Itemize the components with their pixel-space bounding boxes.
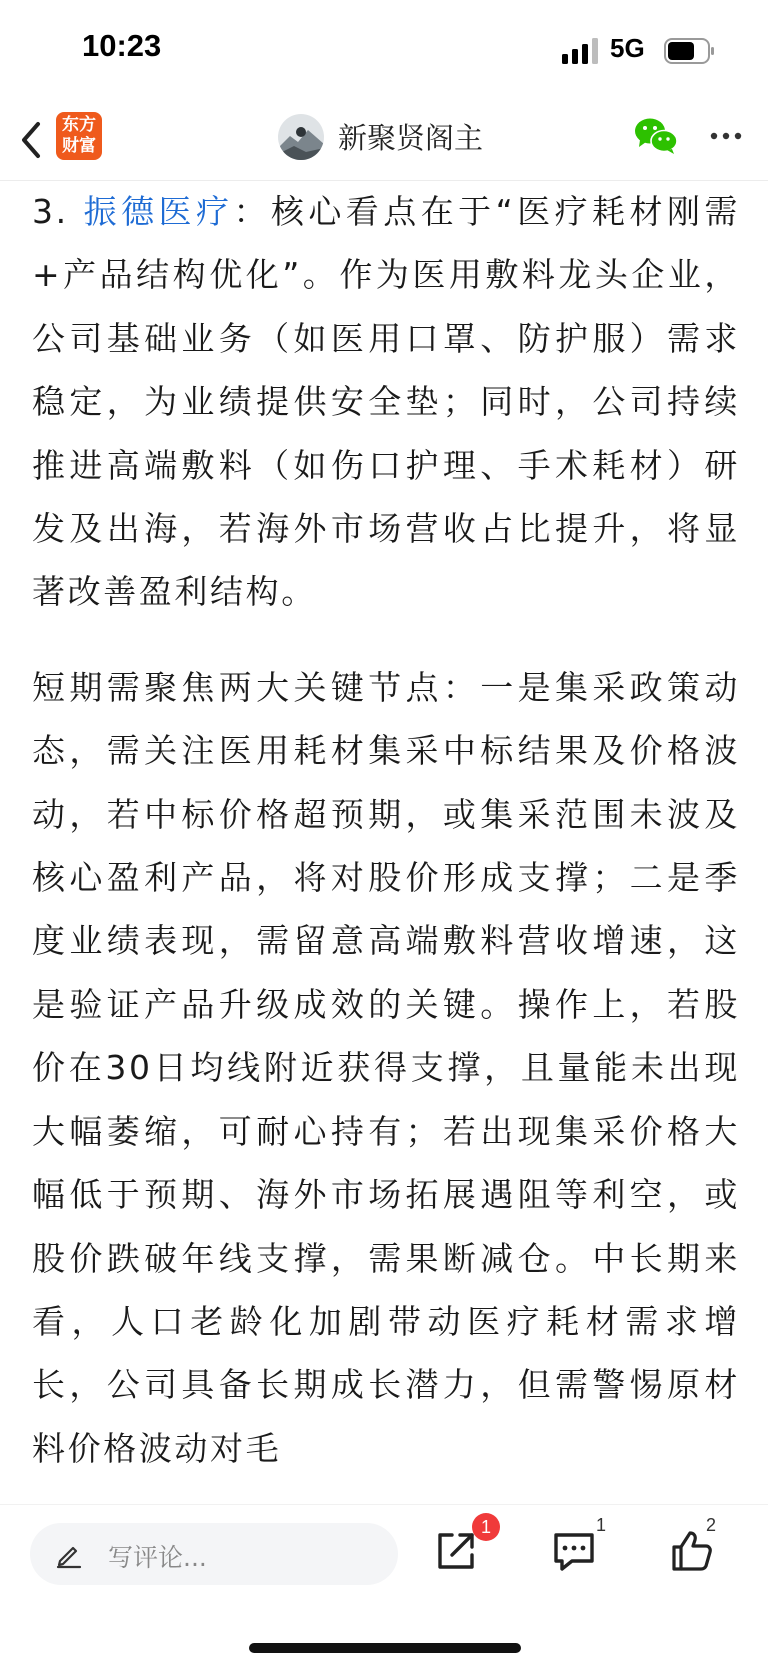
bottom-action-bar	[0, 1504, 768, 1664]
author-name[interactable]: 新聚贤阁主	[338, 121, 484, 155]
network-type: 5G	[610, 33, 645, 63]
share-badge: 1	[472, 1513, 500, 1541]
comment-input[interactable]	[30, 1523, 398, 1585]
logo-line-1: 东方	[62, 115, 96, 135]
comment-icon[interactable]	[548, 1525, 600, 1577]
status-time: 10:23	[82, 28, 162, 63]
paragraph-1-text: ：核心看点在于“医疗耗材刚需+产品结构优化”。作为医用敷料龙头企业，公司基础业务（如医用口罩、防护服）需求稳定，为业绩提供安全垫；同时，公司持续推进高端敷料（如伤口护理、手术耗材）研发及出海，若海外市场营收占比提升，将显著改善盈利结构。	[32, 192, 740, 612]
status-bar	[0, 0, 768, 100]
article-content	[32, 180, 740, 1504]
comment-placeholder: 写评论...	[108, 1543, 207, 1572]
logo-line-2: 财富	[62, 136, 96, 156]
app-logo[interactable]	[56, 112, 102, 160]
comment-count: 1	[596, 1515, 607, 1535]
like-count: 2	[706, 1515, 717, 1535]
more-icon[interactable]	[708, 120, 744, 152]
nav-bar	[0, 100, 768, 181]
signal-icon	[562, 38, 600, 64]
author-avatar[interactable]	[278, 114, 324, 160]
home-indicator[interactable]	[249, 1643, 521, 1653]
article-paragraph-2: 短期需聚焦两大关键节点：一是集采政策动态，需关注医用耗材集采中标结果及价格波动，若中标价格超预期，或集采范围未波及核心盈利产品，将对股价形成支撑；二是季度业绩表现，需留意高端敷料营收增速，这是验证产品升级成效的关键。操作上，若股价在30日均线附近获得支撑，且量能未出现大幅萎缩，可耐心持有；若出现集采价格大幅低于预期、海外市场拓展遇阻等利空，或股价跌破年线支撑，需果断减仓。中长期来看，人口老龄化加剧带动医疗耗材需求增长，公司具备长期成长潜力，但需警惕原材料价格波动对毛	[32, 667, 740, 1468]
list-number: 3.	[32, 192, 84, 231]
wechat-icon[interactable]	[634, 116, 678, 156]
pen-icon	[54, 1539, 84, 1569]
article-paragraph-1	[32, 180, 740, 624]
battery-icon	[664, 38, 716, 64]
back-icon[interactable]	[16, 114, 46, 166]
stock-link[interactable]: 振德医疗	[83, 192, 234, 231]
